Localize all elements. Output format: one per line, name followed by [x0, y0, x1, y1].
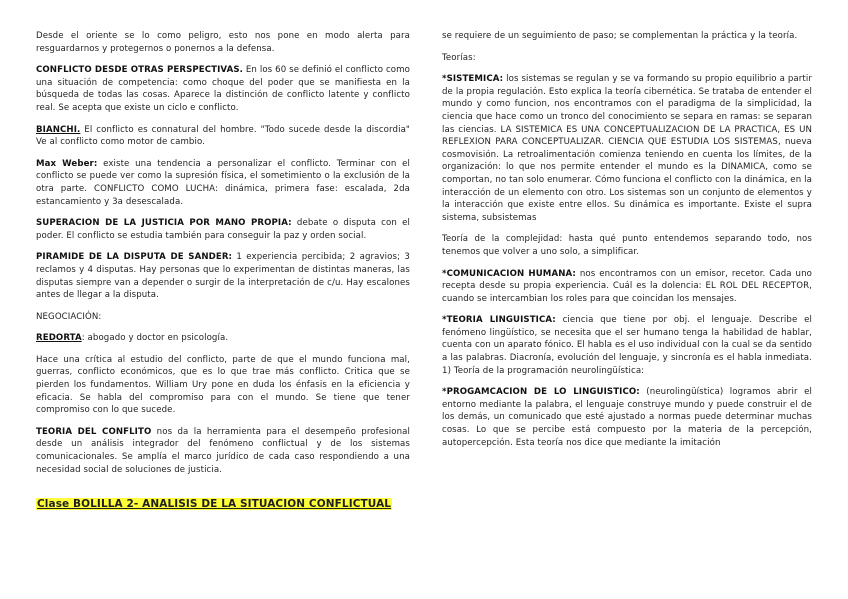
heading-redorta: REDORTA [36, 333, 82, 344]
heading-sistemica: *SISTEMICA: [442, 74, 504, 85]
paragraph-negociacion: NEGOCIACIÓN: [36, 311, 102, 322]
paragraph-bianchi: BIANCHI. El conflicto es connatural del hombre. "Todo sucede desde la discordia" Ve al conflicto como motor de cambio. [36, 124, 410, 148]
right-column [442, 30, 812, 458]
paragraph-teoria-linguistica: *TEORIA LINGUISTICA: ciencia que tiene por obj. el lenguaje. Describe el fenómeno lingüístico, se necesita que el ser humano tenga la habilidad de hablar, cuenta con un aparato fónico. El habla es el uso individual con la cual se da sentido a las palabras. Diacronía, evolución del lenguaje, y sincronía es el habla inmediata. 1) Teoría de la programación neurolingüística: [442, 315, 812, 376]
heading-teoria-conflicto: TEORIA DEL CONFLITO [36, 426, 152, 437]
paragraph-teoria-conflicto: TEORIA DEL CONFLITO nos da la herramienta para el desempeño profesional desde un análisis integrador del fenómeno conflictual y de los sistemas comunicacionales. Se amplía el marco jurídico de cada caso respondiendo a una necesidad social de soluciones de justicia. [36, 426, 410, 475]
paragraph-otras-perspectivas: CONFLICTO DESDE OTRAS PERSPECTIVAS. En los 60 se definió el conflicto como una situación de competencia: como choque del poder que se manifiesta en la búsqueda de todas las cosas. Aparece la distinción de conflicto latente y conflicto real. Se acepta que existe un ciclo e conflicto. [36, 65, 410, 113]
paragraph-complejidad: Teoría de la complejidad: hasta qué punto entendemos separando todo, nos tenemos que volver a uno solo, a simplificar. [442, 234, 812, 257]
paragraph-seguimiento: se requiere de un seguimiento de paso; se complementan la práctica y la teoría. [442, 31, 798, 41]
heading-teoria-linguistica: *TEORIA LINGUISTICA: [442, 315, 556, 326]
left-column [36, 30, 410, 512]
heading-comunicacion-humana: *COMUNICACION HUMANA: [442, 268, 576, 279]
paragraph-comunicacion-humana: *COMUNICACION HUMANA: nos encontramos con un emisor, recetor. Cada uno recepta desde su propia experiencia. Cuál es la dolencia: EL ROL DEL RECEPTOR, cuando se intercambian los roles para que coincidan los mensajes. [442, 268, 812, 304]
paragraph-oriente: Desde el oriente se lo como peligro, esto nos pone en modo alerta para resguardarnos y protegernos o ponernos a la defensa. [36, 31, 410, 54]
section-heading-bolilla-2: Clase BOLILLA 2- ANALISIS DE LA SITUACION CONFLICTUAL [37, 498, 392, 511]
paragraph-sistemica: *SISTEMICA: los sistemas se regulan y se va formando su propio equilibrio a partir de la propia regulación. Esto explica la teoría cibernética. Se trataba de entender el mundo y como funcion, nos encontramos con el paradigma de la simplicidad, la ciencia que hace como un tronco del conocimiento se separa en ramas: se separan las ciencias. LA SISTEMICA ES UNA CONCEPTUALIZACION DE LA PRACTICA, ES UN REFLEXION PARA CONCEPTUALIZAR. CIENCIA QUE ESTUDIA LOS SISTEMAS, nueva cosmovisión. La retroalimentación comienza teniendo en cuenta los límites, de la organización: lo que nos permite entender el mundo es la DINAMICA, como se comportan, no tan solo enumerar. Cómo funciona el conflicto con la dinámica, en la interacción de un elemento con otro. Los sistemas son un conjunto de elementos y la interacción que existe entre ellos. Su dinámica es importante. Existe el supra sistema, subsistemas [442, 74, 812, 223]
paragraph-superacion-justicia: SUPERACION DE LA JUSTICIA POR MANO PROPIA: debate o disputa con el poder. El conflicto se estudia también para conseguir la paz y orden social. [36, 218, 410, 241]
section-heading-block [36, 498, 410, 512]
paragraph-redorta: REDORTA: abogado y doctor en psicología. [36, 333, 229, 344]
paragraph-critica: Hace una crítica al estudio del conflicto, parte de que el mundo funciona mal, guerras, conflicto económicos, que es lo que trae más conflicto. Critica que se pierden los fundamentos. William Ury pone en duda los énfasis en la eficiencia y eficacia. Se habla del compromiso para con el mundo. Se tiene que tener compromiso con lo que sucede. [36, 354, 410, 416]
heading-superacion-justicia: SUPERACION DE LA JUSTICIA POR MANO PROPIA: [36, 218, 292, 229]
paragraph-programacion-linguistico: *PROGAMCACION DE LO LINGUISTICO: (neurolingüística) logramos abrir el entorno mediante la palabra, el lenguaje construye mundo y puede construir el de los demás, un comunicado que esté ajustado a normas puede determinar muchas cosas. Lo que se percibe está compuesto por la materia de la percepción, autopercepción. Esta teoría nos dice que mediante la imitación [442, 387, 812, 448]
heading-programacion-linguistico: *PROGAMCACION DE LO LINGUISTICO: [442, 387, 640, 398]
heading-bianchi: BIANCHI. [36, 124, 81, 135]
paragraph-max-weber: Max Weber: existe una tendencia a personalizar el conflicto. Terminar con el conflicto se puede ver como la supresión física, el sometimiento o la exclusión de la otra parte. CONFLICTO COMO LUCHA: dinámica, primera fase: escalada, 2da estancamiento y 3a desescalada. [36, 158, 410, 207]
heading-piramide-sander: PIRAMIDE DE LA DISPUTA DE SANDER: [36, 252, 233, 263]
heading-conflicto-otras-perspectivas: CONFLICTO DESDE OTRAS PERSPECTIVAS. [36, 65, 243, 76]
paragraph-piramide-sander: PIRAMIDE DE LA DISPUTA DE SANDER: 1 experiencia percibida; 2 agravios; 3 reclamos y 4 disputas. Hay personas que lo experimentan de distintas maneras, las disputas siempre van a depender o surgir de la interpretación de c/u. Hay escalones antes de llegar a la disputa. [36, 252, 410, 301]
heading-max-weber: Max Weber: [36, 158, 98, 169]
paragraph-teorias: Teorías: [442, 52, 476, 63]
